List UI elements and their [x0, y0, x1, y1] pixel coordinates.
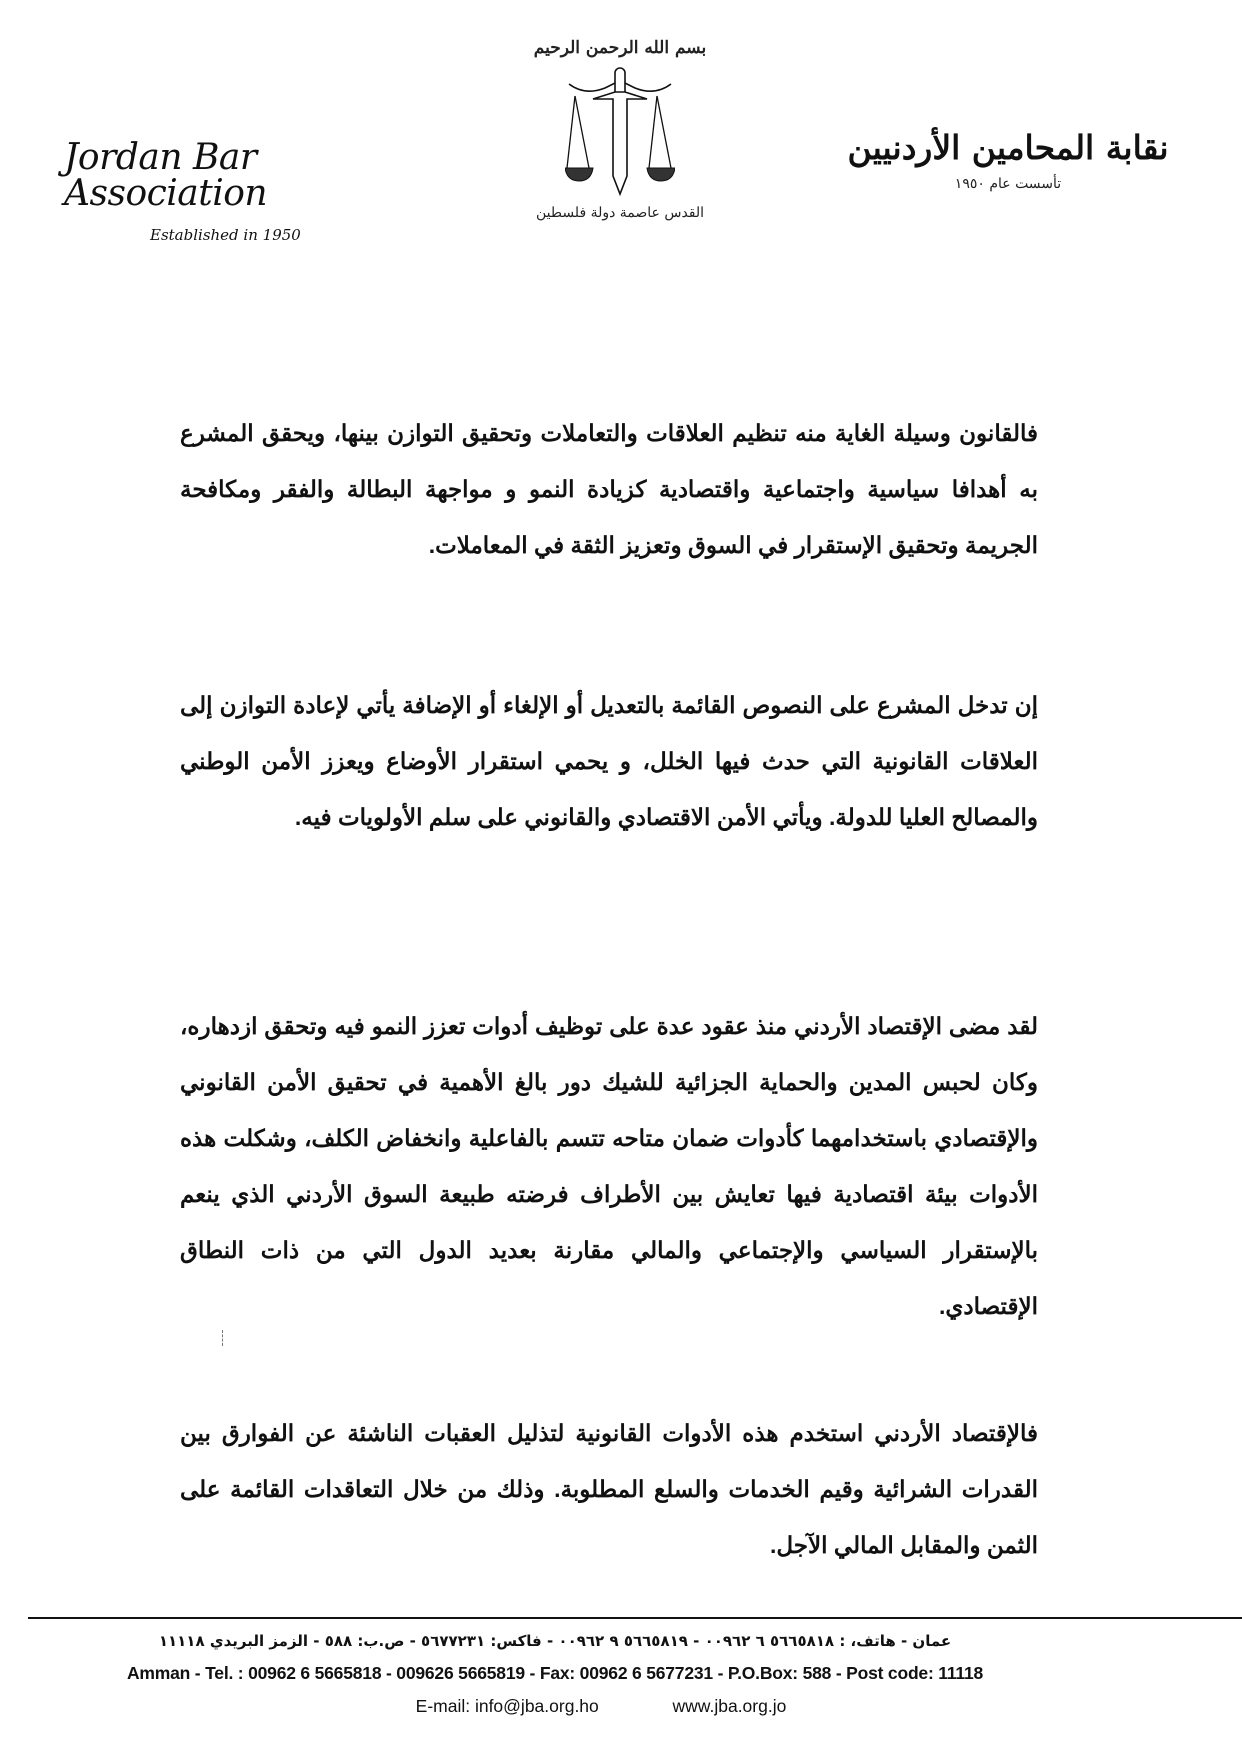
body-paragraph-4: فالإقتصاد الأردني استخدم هذه الأدوات القانونية لتذليل العقبات الناشئة عن الفوارق بين القدرات الشرائية وقيم الخدمات والسلع المطلوبة. وذلك من خلال التعاقدات القائمة على الثمن والمقابل المالي الآجل. — [180, 1420, 1038, 1558]
scan-artifact — [222, 1330, 224, 1346]
arabic-organization-name: نقابة المحامين الأردنيين — [847, 128, 1169, 167]
footer-english-contact: Amman - Tel. : 00962 6 5665818 - 009626 5665819 - Fax: 00962 6 5677231 - P.O.Box: 588 - Post code: 11118 — [126, 1663, 984, 1683]
english-organization-name: Jordan Bar Association — [64, 137, 268, 214]
footer-divider — [28, 1617, 1242, 1619]
english-established-line: Established in 1950 — [150, 226, 301, 244]
footer-online-contact — [0, 1696, 1242, 1717]
footer-email-link[interactable]: E-mail: info@jba.org.ho — [415, 1696, 599, 1716]
basmala-calligraphy: بسم الله الرحمن الرحيم — [533, 38, 707, 58]
emblem-motto: القدس عاصمة دولة فلسطين — [535, 205, 705, 221]
arabic-logo — [838, 128, 1178, 192]
center-emblem — [520, 38, 720, 221]
letterhead — [0, 0, 1242, 300]
body-paragraph-1: فالقانون وسيلة الغاية منه تنظيم العلاقات والتعاملات وتحقيق التوازن بينها، ويحقق المشرع به أهدافا سياسية واجتماعية واقتصادية كزيادة النمو و مواجهة البطالة والفقر ومكافحة الجريمة وتحقيق الإستقرار في السوق وتعزيز الثقة في المعاملات. — [180, 420, 1038, 558]
scales-of-justice-icon — [565, 66, 675, 201]
arabic-established-line: تأسست عام ١٩٥٠ — [954, 175, 1062, 192]
english-logo — [64, 137, 394, 244]
body-paragraph-2: إن تدخل المشرع على النصوص القائمة بالتعديل أو الإلغاء أو الإضافة يأتي لإعادة التوازن إلى العلاقات القانونية التي حدث فيها الخلل، و يحمي استقرار الأوضاع ويعزز الأمن الوطني والمصالح العليا للدولة. ويأتي الأمن الاقتصادي والقانوني على سلم الأولويات فيه. — [180, 692, 1038, 830]
footer-arabic-contact: عمان - هاتف، : ٥٦٦٥٨١٨ ٦ ٠٠٩٦٢ - ٥٦٦٥٨١٩ ٩ ٠٠٩٦٢ - فاكس: ٥٦٧٧٢٣١ - ص.ب: ٥٨٨ - الزمز البريدي ١١١١٨ — [158, 1632, 952, 1650]
body-paragraph-3: لقد مضى الإقتصاد الأردني منذ عقود عدة على توظيف أدوات تعزز النمو فيه وتحقق ازدهاره، وكان لحبس المدين والحماية الجزائية للشيك دور بالغ الأهمية في تحقيق الأمن القانوني والإقتصادي باستخدامهما كأدوات ضمان متاحه تتسم بالفاعلية وانخفاض الكلف، وشكلت هذه الأدوات بيئة اقتصادية فيها تعايش بين الأطراف فرضته طبيعة السوق الأردني الذي ينعم بالإستقرار السياسي والإجتماعي والمالي مقارنة بعديد الدول التي من ذات النطاق الإقتصادي. — [180, 1013, 1039, 1319]
footer-website-link[interactable]: www.jba.org.jo — [672, 1696, 787, 1716]
